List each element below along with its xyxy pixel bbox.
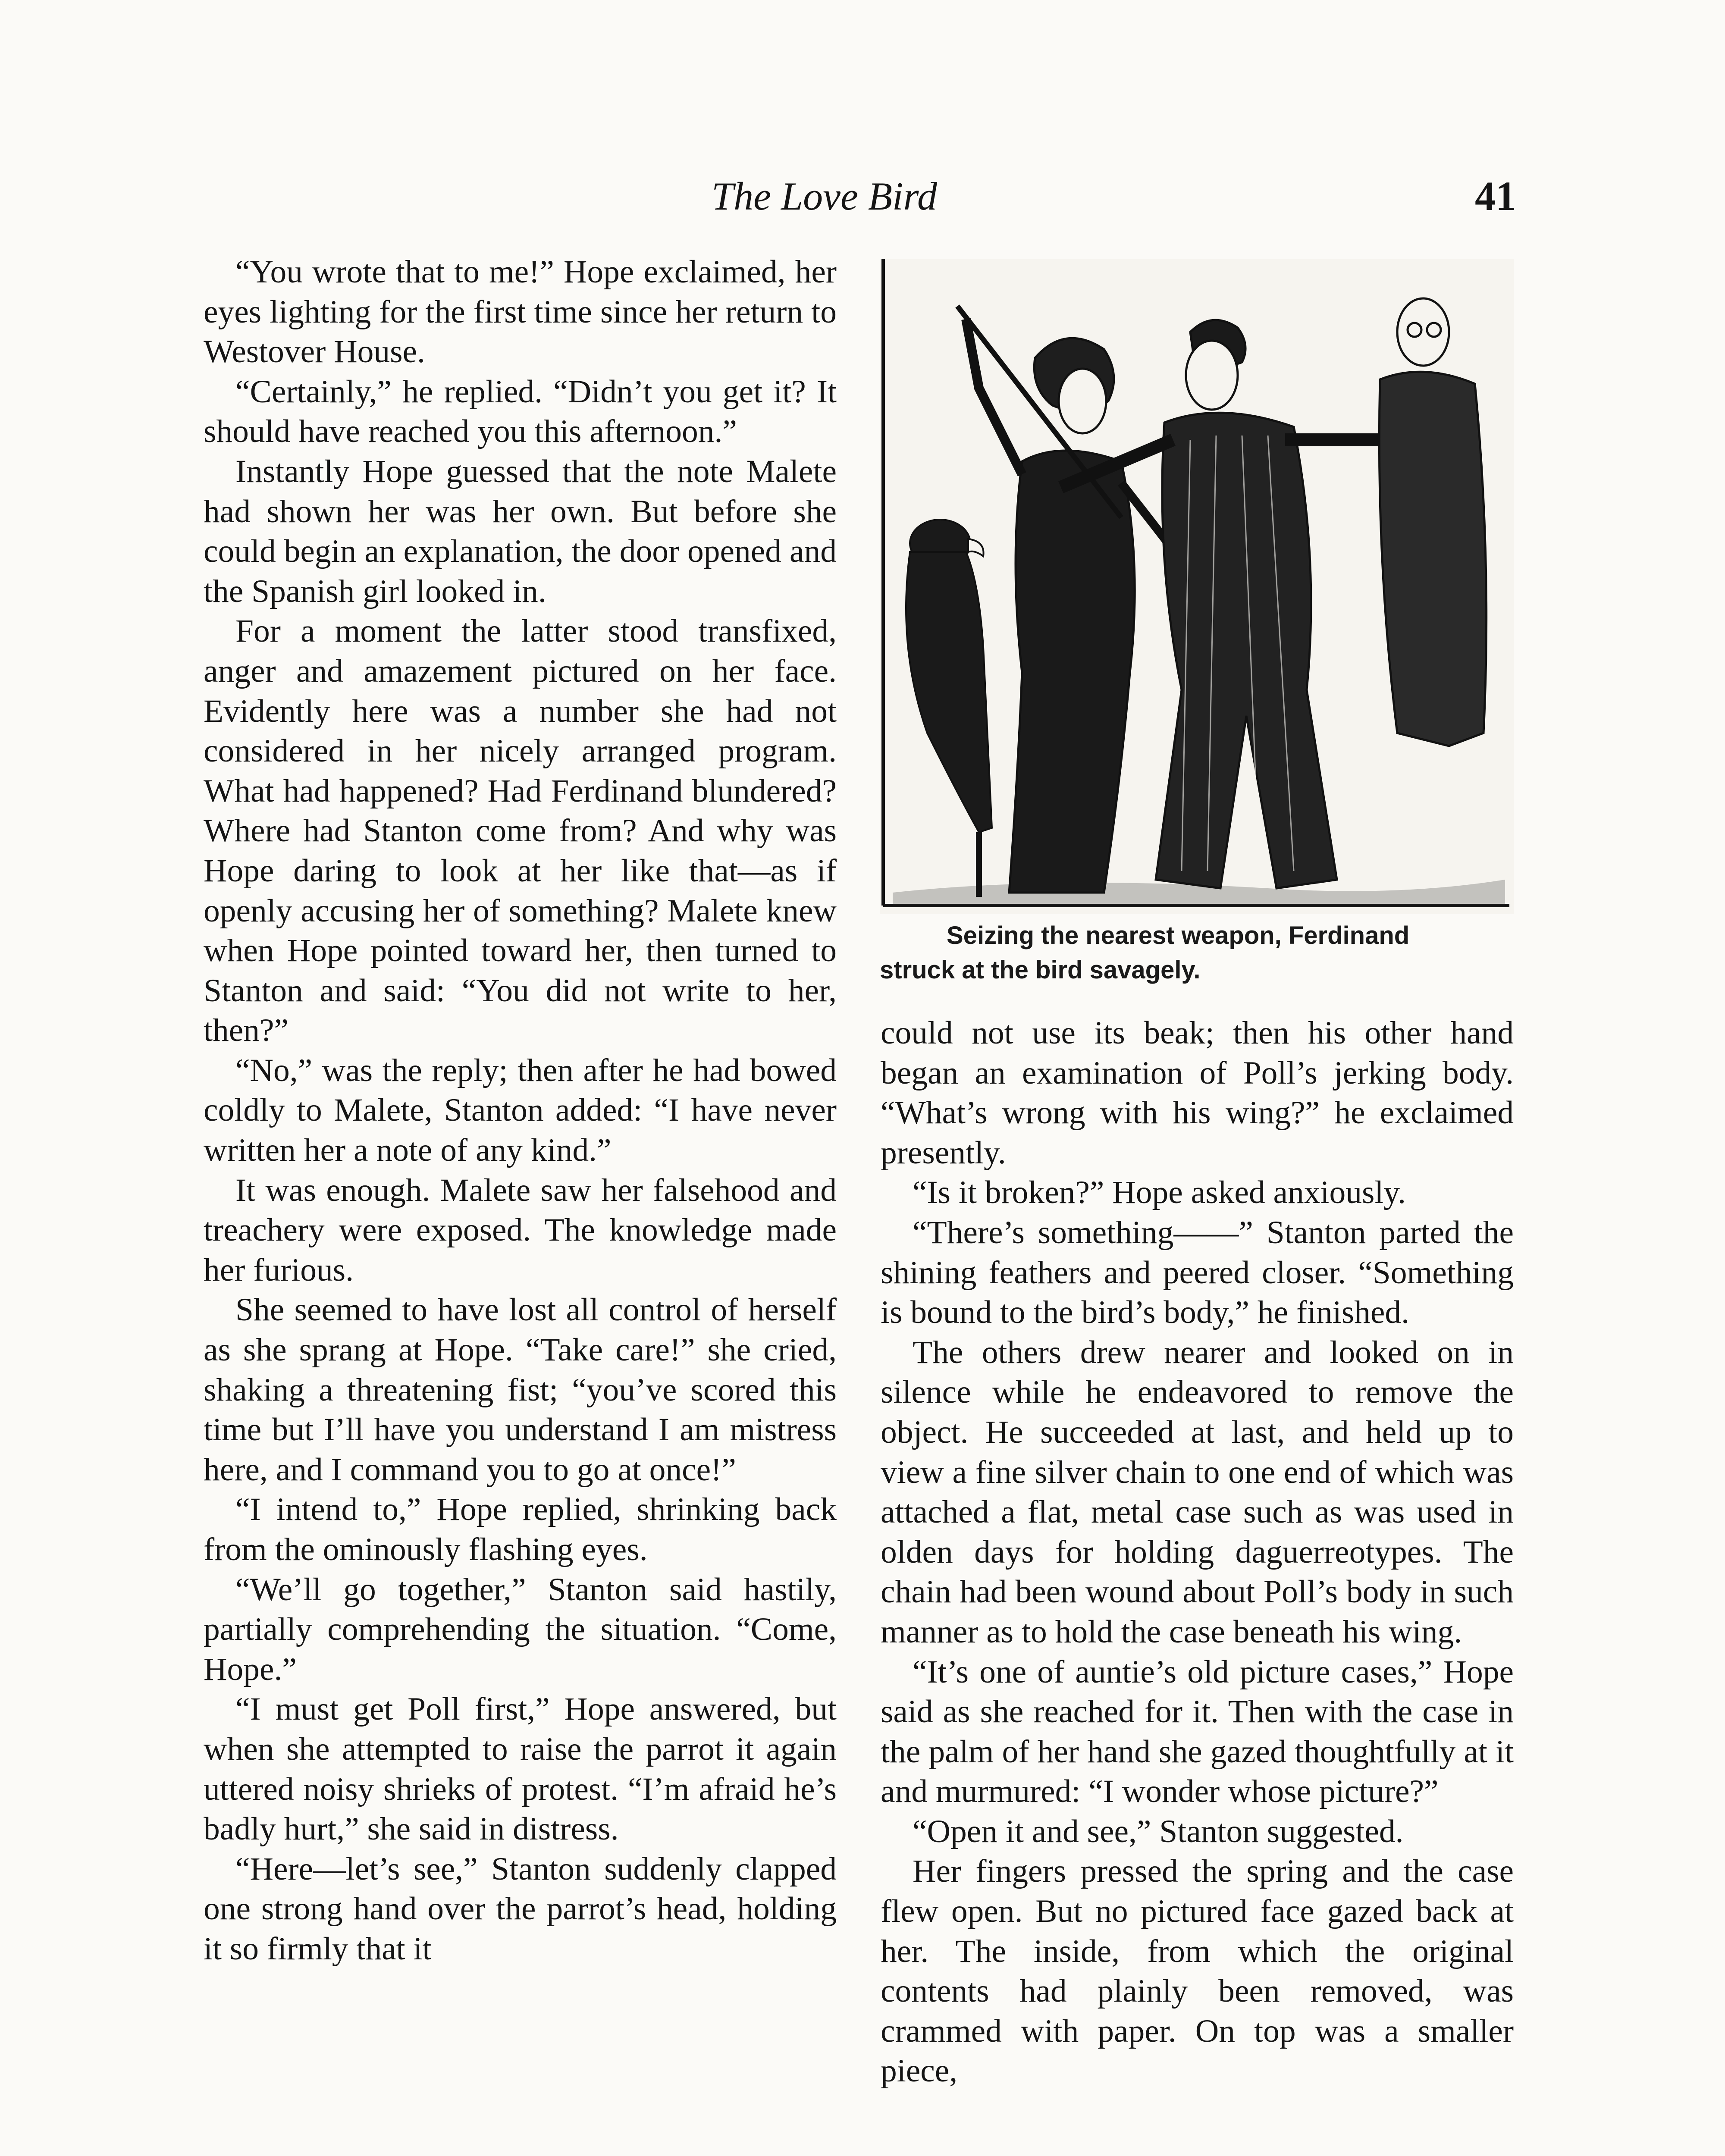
paragraph: “Here—let’s see,” Stanton suddenly clapped one strong hand over the parrot’s head, holding it so firmly that it xyxy=(204,1851,837,1967)
page-number: 41 xyxy=(1475,173,1516,219)
paragraph: “I must get Poll first,” Hope answered, but when she attempted to raise the parrot it again uttered noisy shrieks of protest. “I’m afraid he’s badly hurt,” she said in distress. xyxy=(204,1691,837,1847)
paragraph: The others drew nearer and looked on in silence while he endeavored to remove the object. He succeeded at last, and held up to view a fine silver chain to one end of which was attached a flat, metal case such as was used in olden days for holding daguerreotypes. The chain had been wound about Poll’s body in such manner as to hold the case beneath his wing. xyxy=(881,1334,1514,1650)
paragraph: It was enough. Malete saw her falsehood and treachery were exposed. The knowledge made her furious. xyxy=(204,1172,837,1288)
paragraph: Her fingers pressed the spring and the case flew open. But no pictured face gazed back at her. The inside, from which the original contents had plainly been removed, was crammed with paper. On top was a smaller piece, xyxy=(881,1853,1514,2089)
paragraph: “There’s something——” Stanton parted the shining feathers and peered closer. “Something is bound to the bird’s body,” he finished. xyxy=(881,1214,1514,1331)
paragraph: “Is it broken?” Hope asked anxiously. xyxy=(912,1175,1406,1211)
paragraph: “Certainly,” he replied. “Didn’t you get it? It should have reached you this afternoon.” xyxy=(204,373,837,450)
caption-line: struck at the bird savagely. xyxy=(880,956,1201,984)
paragraph: Instantly Hope guessed that the note Malete had shown her was her own. But before she could begin an explanation, the door opened and the Spanish girl looked in. xyxy=(204,453,837,609)
running-head: The Love Bird xyxy=(712,174,937,218)
older-man-figure xyxy=(1379,298,1486,746)
paragraph: “No,” was the reply; then after he had bowed coldly to Malete, Stanton added: “I have never written her a note of any kind.” xyxy=(204,1052,837,1169)
right-text-column xyxy=(881,1013,1514,2091)
paragraph: “It’s one of auntie’s old picture cases,” Hope said as she reached for it. Then with the case in the palm of her hand she gazed thoughtfully at it and murmured: “I wonder whose picture?” xyxy=(881,1654,1514,1810)
paragraph: For a moment the latter stood transfixed, anger and amazement pictured on her face. Evidently here was a number she had not considered in her nicely arranged program. What had happened? Had Ferdinand blundered? Where had Stanton come from? And why was Hope daring to look at her like that—as if openly accusing her of something? Malete knew when Hope pointed toward her, then turned to Stanton and said: “You did not write to her, then?” xyxy=(204,613,837,1049)
illustration-caption xyxy=(880,918,1516,987)
illustration-drawing xyxy=(880,259,1514,914)
parrot-figure xyxy=(906,520,992,897)
paragraph: “I intend to,” Hope replied, shrinking back from the ominously flashing eyes. xyxy=(204,1492,837,1567)
illustration xyxy=(880,259,1514,914)
paragraph: “You wrote that to me!” Hope exclaimed, her eyes lighting for the first time since her return to Westover House. xyxy=(204,254,837,370)
left-text-column xyxy=(204,252,837,1969)
paragraph: “We’ll go together,” Stanton said hastily, partially comprehending the situation. “Come, Hope.” xyxy=(204,1571,837,1687)
paragraph: She seemed to have lost all control of herself as she sprang at Hope. “Take care!” she cried, shaking a threatening fist; “you’ve scored this time but I’ll have you understand I am mistress here, and I command you to go at once!” xyxy=(204,1292,837,1488)
paragraph: “Open it and see,” Stanton suggested. xyxy=(912,1813,1404,1849)
caption-line: Seizing the nearest weapon, Ferdinand xyxy=(947,921,1410,950)
paragraph-continuation: could not use its beak; then his other hand began an examination of Poll’s jerking body. “What’s wrong with his wing?” he exclaimed presently. xyxy=(881,1015,1514,1171)
